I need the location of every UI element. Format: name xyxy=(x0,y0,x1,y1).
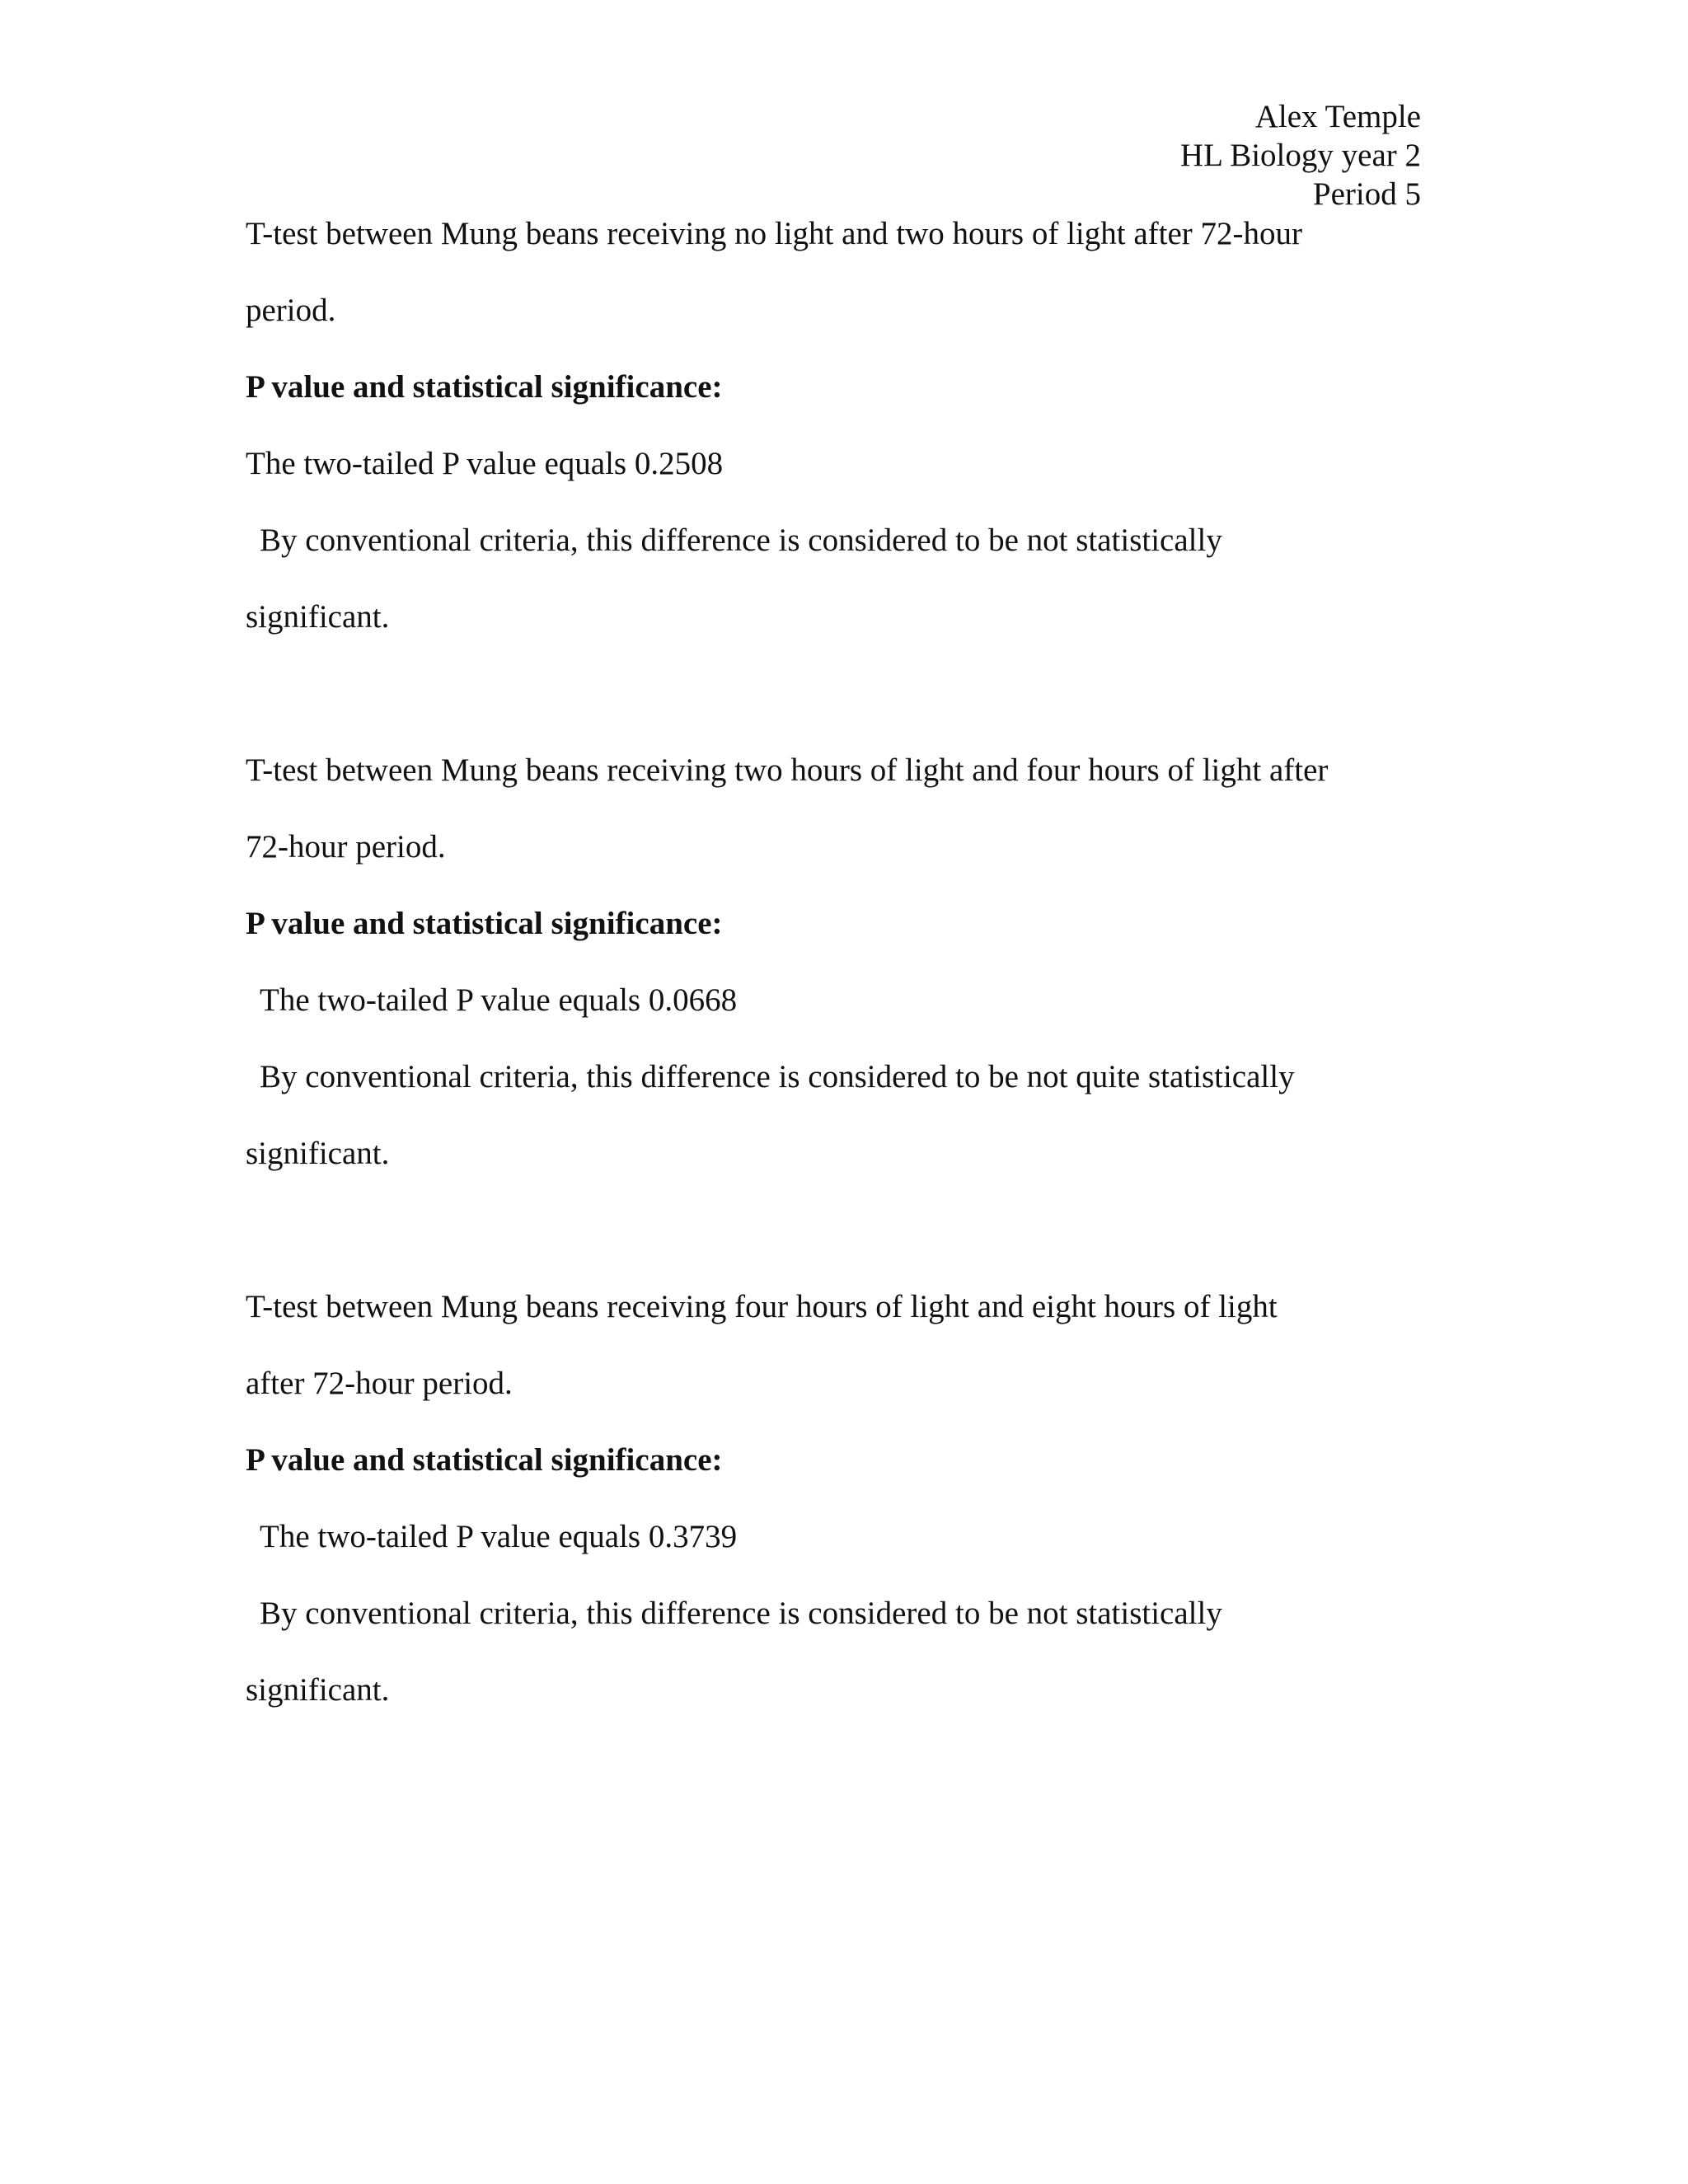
p-value-statement: The two-tailed P value equals 0.3739 xyxy=(260,1519,738,1554)
section-heading: P value and statistical significance: xyxy=(246,1442,723,1478)
section-spacer xyxy=(246,671,1432,748)
section-heading: P value and statistical significance: xyxy=(246,906,723,941)
significance-conclusion-continued: significant. xyxy=(246,1672,390,1708)
section-title-line: 72-hour period. xyxy=(246,829,446,865)
class-period: Period 5 xyxy=(1312,176,1421,212)
significance-conclusion: By conventional criteria, this difference is considered to be not statistically xyxy=(260,523,1222,558)
ttest-section-1 xyxy=(246,211,1432,671)
significance-conclusion-continued: significant. xyxy=(246,599,390,635)
author-header xyxy=(1180,97,1421,213)
document-body xyxy=(246,211,1432,1744)
significance-conclusion: By conventional criteria, this difference is considered to be not quite statistically xyxy=(260,1059,1295,1094)
p-value-statement: The two-tailed P value equals 0.0668 xyxy=(260,982,738,1018)
ttest-section-3 xyxy=(246,1284,1432,1744)
significance-conclusion-continued: significant. xyxy=(246,1136,390,1171)
p-value-statement: The two-tailed P value equals 0.2508 xyxy=(246,446,724,481)
significance-conclusion: By conventional criteria, this difference is considered to be not statistically xyxy=(260,1596,1222,1631)
section-title-line: T-test between Mung beans receiving four hours of light and eight hours of light xyxy=(246,1289,1278,1324)
author-name: Alex Temple xyxy=(1254,99,1421,134)
section-title-line: T-test between Mung beans receiving no light and two hours of light after 72-hour xyxy=(246,216,1303,251)
section-title-line: after 72-hour period. xyxy=(246,1366,513,1401)
ttest-section-2 xyxy=(246,748,1432,1207)
section-spacer xyxy=(246,1207,1432,1284)
course-name: HL Biology year 2 xyxy=(1179,138,1421,173)
section-title-line: period. xyxy=(246,293,336,328)
section-title-line: T-test between Mung beans receiving two hours of light and four hours of light after xyxy=(246,752,1329,788)
section-heading: P value and statistical significance: xyxy=(246,369,723,405)
